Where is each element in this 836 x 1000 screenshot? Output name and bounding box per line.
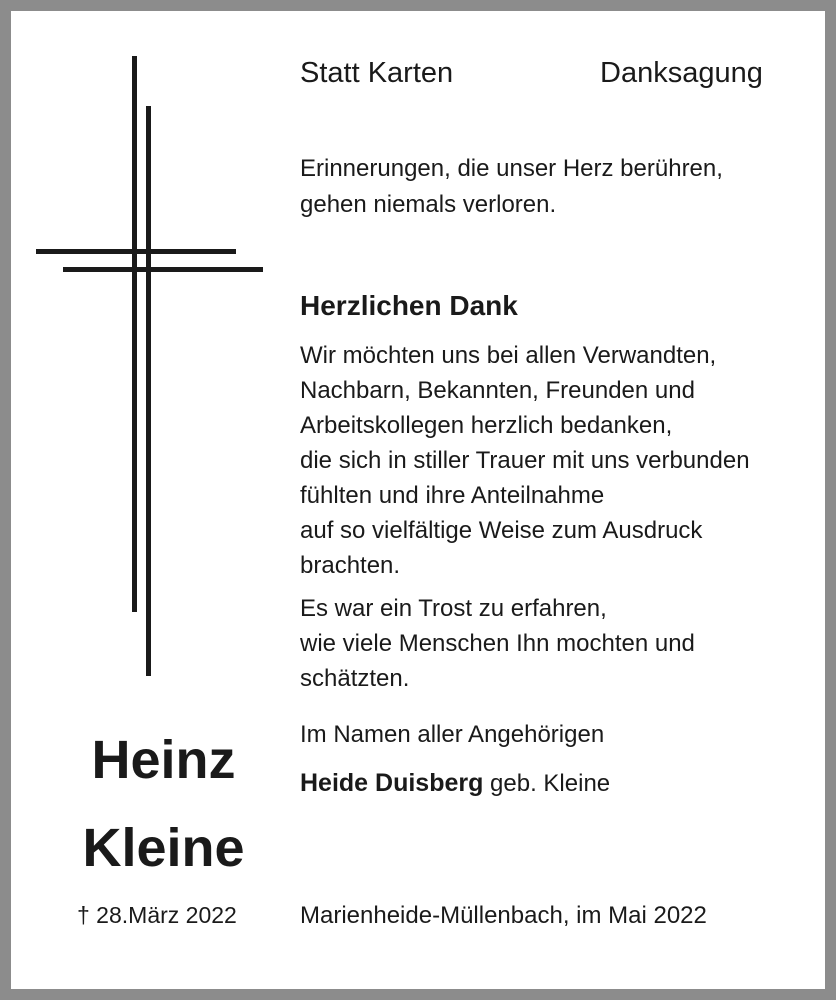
body-line: brachten. <box>300 552 401 579</box>
motto-line: gehen niemals verloren. <box>300 191 557 218</box>
thanks-body <box>300 338 750 583</box>
thanks-heading: Herzlichen Dank <box>300 290 518 321</box>
body-line: schätzten. <box>300 665 410 692</box>
header-right: Danksagung <box>600 57 763 89</box>
body-line: Arbeitskollegen herzlich bedanken, <box>300 412 673 439</box>
place-date: Marienheide-Müllenbach, im Mai 2022 <box>300 902 707 929</box>
header-left: Statt Karten <box>300 57 454 89</box>
body-line: auf so vielfältige Weise zum Ausdruck <box>300 517 703 544</box>
body-line: Nachbarn, Bekannten, Freunden und <box>300 377 695 404</box>
signature <box>300 769 610 798</box>
deceased-last-name: Kleine <box>82 818 245 878</box>
body-line: die sich in stiller Trauer mit uns verbunden <box>300 447 750 474</box>
body-line: fühlten und ihre Anteilnahme <box>300 482 605 509</box>
signature-intro: Im Namen aller Angehörigen <box>300 721 605 748</box>
obituary-card <box>11 11 825 989</box>
body-line: wie viele Menschen Ihn mochten und <box>300 630 695 657</box>
comfort-text <box>300 591 695 696</box>
signature-suffix: geb. Kleine <box>490 770 611 797</box>
signature-name: Heide Duisberg <box>300 769 484 797</box>
motto <box>300 151 723 223</box>
deceased-first-name: Heinz <box>91 730 236 790</box>
body-line: Es war ein Trost zu erfahren, <box>300 595 607 622</box>
death-date: † 28.März 2022 <box>77 902 237 928</box>
body-line: Wir möchten uns bei allen Verwandten, <box>300 342 717 369</box>
motto-line: Erinnerungen, die unser Herz berühren, <box>300 155 723 182</box>
